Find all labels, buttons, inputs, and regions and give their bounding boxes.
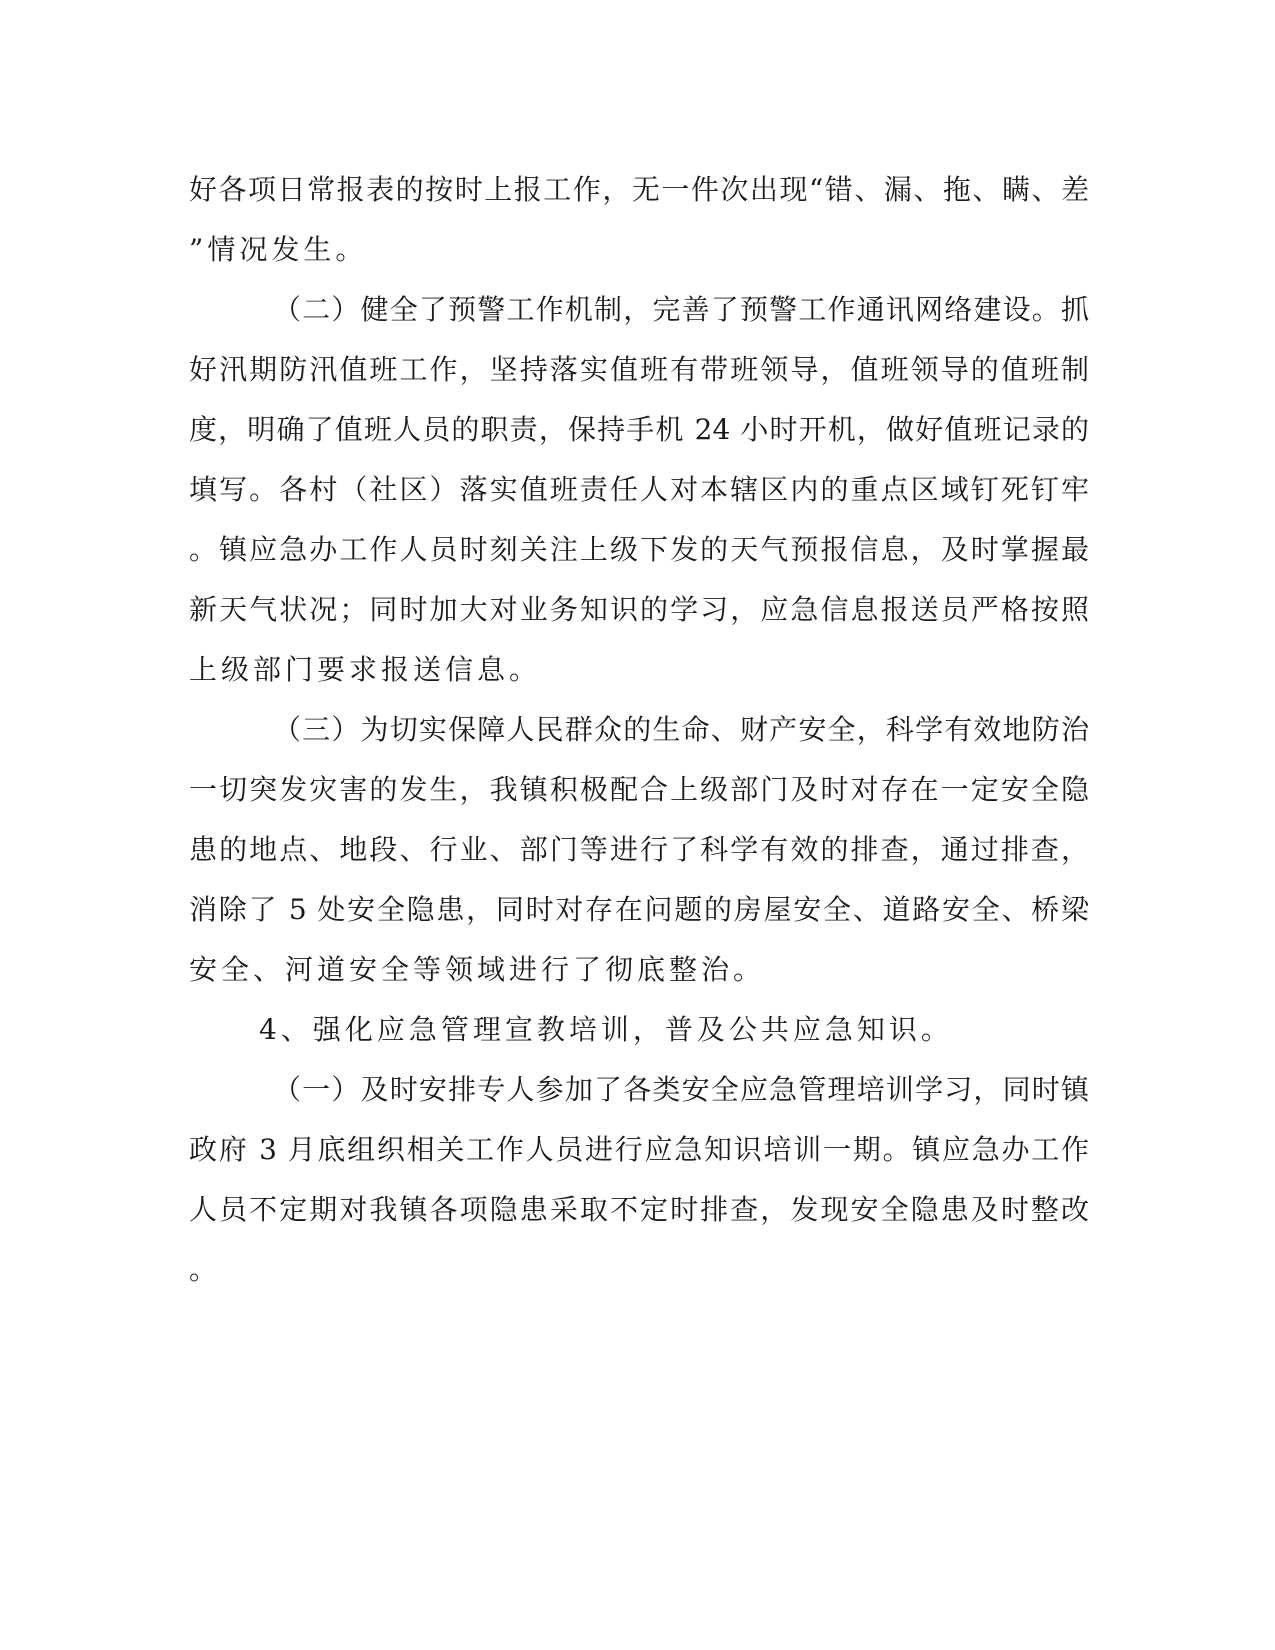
paragraph-start-line: （三）为切实保障人民群众的生命、财产安全，科学有效地防治 bbox=[273, 713, 1089, 746]
text-line: 安全、河道安全等领域进行了彻底整治。 bbox=[189, 953, 766, 986]
text-line: ”情况发生。 bbox=[189, 233, 368, 266]
text-line: 患的地点、地段、行业、部门等进行了科学有效的排查，通过排查， bbox=[189, 833, 1089, 866]
section-heading: 4、强化应急管理宣教培训，普及公共应急知识。 bbox=[259, 1013, 953, 1046]
text-line: 。 bbox=[189, 1253, 222, 1286]
text-line: 。镇应急办工作人员时刻关注上级下发的天气预报信息，及时掌握最 bbox=[189, 533, 1089, 566]
text-line: 填写。各村（社区）落实值班责任人对本辖区内的重点区域钉死钉牢 bbox=[189, 473, 1089, 506]
text-line: 一切突发灾害的发生，我镇积极配合上级部门及时对存在一定安全隐 bbox=[189, 773, 1089, 806]
text-line: 度，明确了值班人员的职责，保持手机 24 小时开机，做好值班记录的 bbox=[189, 413, 1089, 446]
text-line: 好各项日常报表的按时上报工作，无一件次出现“错、漏、拖、瞒、差 bbox=[189, 173, 1089, 206]
document-body bbox=[189, 160, 1089, 1300]
paragraph-start-line: （一）及时安排专人参加了各类安全应急管理培训学习，同时镇 bbox=[273, 1073, 1089, 1106]
text-line: 好汛期防汛值班工作，坚持落实值班有带班领导，值班领导的值班制 bbox=[189, 353, 1089, 386]
text-line: 消除了 5 处安全隐患，同时对存在问题的房屋安全、道路安全、桥梁 bbox=[189, 893, 1089, 926]
text-line: 上级部门要求报送信息。 bbox=[189, 653, 542, 686]
text-line: 人员不定期对我镇各项隐患采取不定时排查，发现安全隐患及时整改 bbox=[189, 1193, 1089, 1226]
text-line: 政府 3 月底组织相关工作人员进行应急知识培训一期。镇应急办工作 bbox=[189, 1133, 1089, 1166]
paragraph-start-line: （二）健全了预警工作机制，完善了预警工作通讯网络建设。抓 bbox=[273, 293, 1089, 326]
text-line: 新天气状况；同时加大对业务知识的学习，应急信息报送员严格按照 bbox=[189, 593, 1089, 626]
